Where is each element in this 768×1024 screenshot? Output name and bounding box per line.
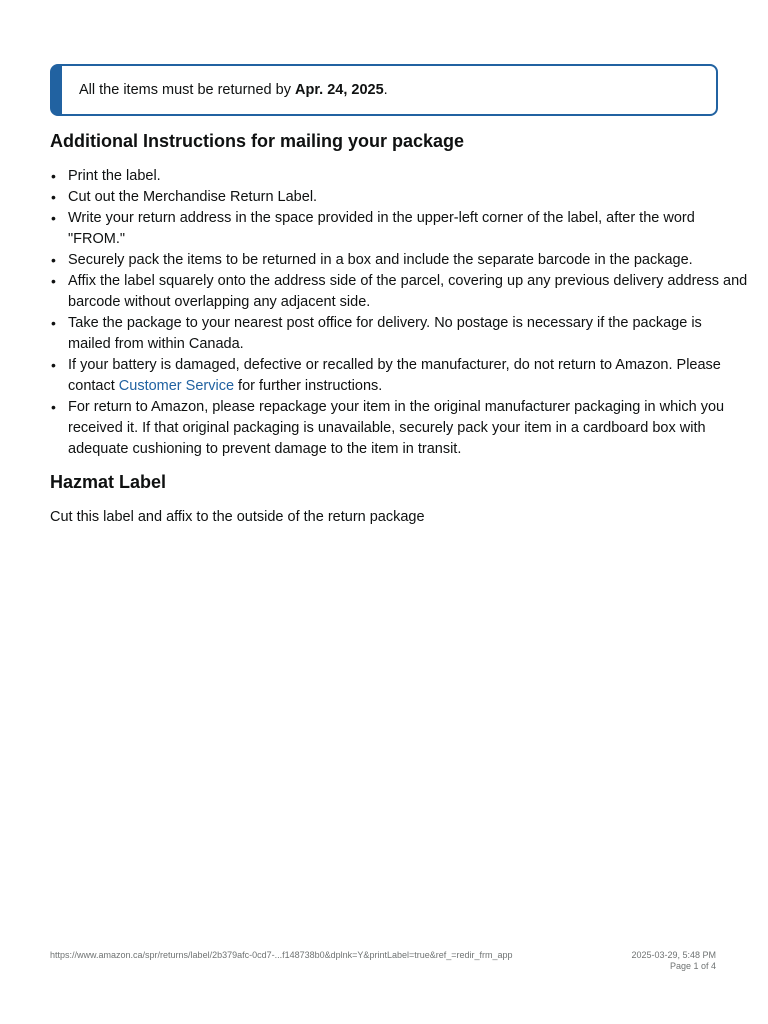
- return-deadline-text: [79, 81, 388, 99]
- hazmat-heading: Hazmat Label: [50, 472, 167, 492]
- battery-instruction-suffix: for further instructions.: [234, 378, 383, 394]
- battery-instruction-text: If your battery is damaged, defective or recalled by the manufacturer, do not return to Amazon. Please contact: [68, 357, 721, 394]
- deadline-prefix: All the items must be returned by: [79, 82, 295, 98]
- footer-meta: [631, 950, 716, 972]
- instruction-item: • Affix the label squarely onto the address side of the parcel, covering up any previous delivery address and barcode without overlapping any adjacent side.: [68, 271, 748, 313]
- instructions-heading: Additional Instructions for mailing your package: [50, 131, 465, 151]
- instruction-item: • Cut out the Merchandise Return Label.: [68, 187, 748, 208]
- instruction-item: [68, 355, 748, 397]
- hazmat-instruction: Cut this label and affix to the outside of the return package: [50, 509, 425, 525]
- deadline-suffix: .: [383, 82, 388, 98]
- return-deadline-alert: [50, 64, 718, 116]
- return-deadline-date: Apr. 24, 2025: [295, 82, 384, 98]
- instruction-item: • Write your return address in the space provided in the upper-left corner of the label, after the word "FROM.": [68, 208, 748, 250]
- instruction-item: • Take the package to your nearest post office for delivery. No postage is necessary if the package is mailed from within Canada.: [68, 313, 748, 355]
- footer-timestamp: 2025-03-29, 5:48 PM: [631, 950, 716, 960]
- instruction-item: • Securely pack the items to be returned in a box and include the separate barcode in the package.: [68, 250, 748, 271]
- customer-service-link[interactable]: Customer Service: [118, 378, 235, 394]
- instruction-item: • Print the label.: [68, 166, 748, 187]
- instruction-item: • For return to Amazon, please repackage your item in the original manufacturer packaging in which you received it. If that original packaging is unavailable, securely pack your item in a cardboard box with adequate cushioning to prevent damage to the item in transit.: [68, 397, 748, 460]
- instructions-list: [50, 166, 748, 460]
- footer-url: https://www.amazon.ca/spr/returns/label/2b379afc-0cd7-...f148738b0&dplnk=Y&printLabel=true&ref_=redir_frm_app: [50, 950, 513, 960]
- footer-page-number: Page 1 of 4: [669, 961, 716, 971]
